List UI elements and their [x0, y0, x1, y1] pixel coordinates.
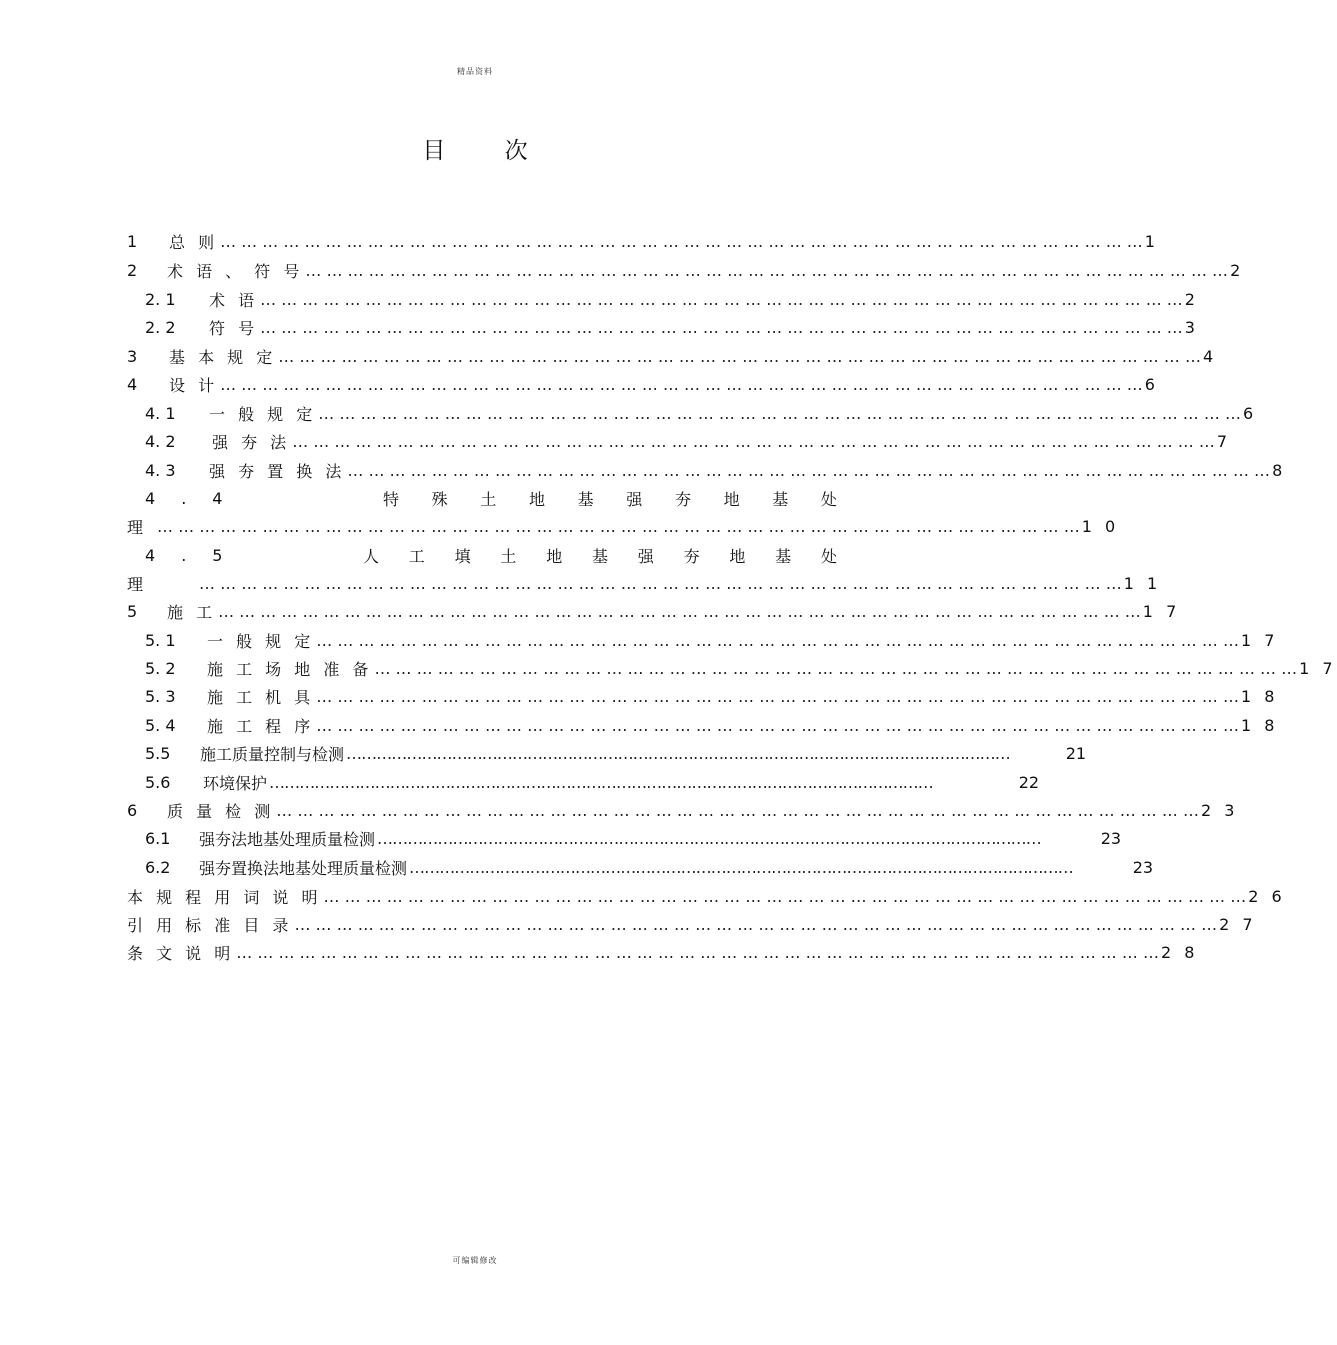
toc-number: 5. 3: [145, 686, 176, 706]
toc-entry-wording[interactable]: [127, 883, 1286, 909]
toc-entry-1[interactable]: [127, 228, 1155, 254]
label-char: 基: [772, 489, 789, 509]
toc-label: 术 语 、 符 号: [167, 261, 304, 281]
toc-number: 4. 1: [145, 403, 176, 423]
toc-label-cont: 理: [127, 574, 144, 594]
label-char: 地: [729, 546, 746, 566]
toc-number: 2. 2: [145, 317, 176, 337]
toc-entry-5[interactable]: [127, 598, 1181, 624]
toc-page: 1 0: [1081, 516, 1120, 536]
toc-leader: … … … … … … … … … … … … … … … … … … … … … … … … … … … … … … … … … … … … … … … … … … … …: [199, 573, 1122, 593]
toc-page: 2 6: [1248, 886, 1286, 906]
toc-label: 强夯置换法地基处理质量检测: [199, 858, 408, 878]
toc-label: 施 工 场 地 准 备: [207, 659, 373, 679]
toc-entry-4-4-cont[interactable]: [127, 513, 1120, 539]
label-char: 地: [528, 489, 545, 509]
label-char: 处: [820, 489, 837, 509]
toc-number: 5: [127, 601, 138, 621]
toc-label: 总 则: [169, 232, 219, 252]
toc-leader: … … … … … … … … … … … … … … … … … … … … … … … … … … … … … … … … … … … … … … … … … … … …: [347, 460, 1271, 480]
toc-number: 4. 2: [145, 431, 176, 451]
toc-page: 2 8: [1160, 942, 1199, 962]
page-title: 目 次: [422, 138, 554, 164]
toc-number-group: [145, 546, 222, 565]
toc-label: 设 计: [169, 375, 219, 395]
toc-label: 施 工 程 序: [207, 716, 315, 736]
label-char: 基: [577, 489, 594, 509]
toc-label: 一 般 规 定: [207, 631, 315, 651]
toc-entry-5-4[interactable]: [145, 712, 1279, 738]
toc-label: 质 量 检 测: [167, 801, 275, 821]
toc-label-cont: 理: [127, 517, 144, 537]
toc-leader: … … … … … … … … … … … … … … … … … … … … … … … … … … … … … … … … … … … … … … … … … … … …: [278, 346, 1201, 366]
toc-label: 施 工 机 具: [207, 687, 315, 707]
toc-entry-4-5[interactable]: [145, 542, 837, 568]
toc-label: [363, 544, 837, 567]
toc-leader: … … … … … … … … … … … … … … … … … … … … … … … … … … … … … … … … … … … … … … … … … … … …: [323, 886, 1247, 906]
toc-leader: … … … … … … … … … … … … … … … … … … … … … … … … … … … … … … … … … … … … … … … … … … … …: [316, 715, 1239, 735]
toc-number: 2. 1: [145, 289, 176, 309]
toc-page: 1 7: [1142, 601, 1181, 621]
toc-label: 施 工: [167, 602, 217, 622]
toc-label: 条 文 说 明: [127, 943, 235, 963]
toc-leader: … … … … … … … … … … … … … … … … … … … … … … … … … … … … … … … … … … … … … … … … … … … …: [260, 289, 1183, 309]
label-char: 工: [408, 546, 425, 566]
toc-label: 强 夯 法: [212, 432, 291, 452]
toc-entry-4[interactable]: [127, 371, 1155, 397]
toc-leader: … … … … … … … … … … … … … … … … … … … … … … … … … … … … … … … … … … … … … … … … … … … …: [269, 772, 931, 792]
toc-page: 23: [1132, 857, 1154, 877]
toc-entry-6[interactable]: [127, 797, 1239, 823]
page-header: 精品资料: [457, 67, 493, 76]
toc-leader: … … … … … … … … … … … … … … … … … … … … … … … … … … … … … … … … … … … … … … … … … … … …: [377, 828, 1039, 848]
toc-leader: … … … … … … … … … … … … … … … … … … … … … … … … … … … … … … … … … … … … … … … … … … … …: [260, 317, 1183, 337]
toc-entry-2-2[interactable]: [145, 314, 1195, 340]
toc-page: 21: [1065, 743, 1087, 763]
toc-entry-4-5-cont[interactable]: [127, 570, 1162, 596]
toc-leader: … … … … … … … … … … … … … … … … … … … … … … … … … … … … … … … … … … … … … … … … … … … …: [346, 743, 1008, 763]
toc-number: 3: [127, 346, 138, 366]
label-char: 地: [723, 489, 740, 509]
toc-entry-5-3[interactable]: [145, 683, 1279, 709]
toc-number: 5. 2: [145, 658, 176, 678]
label-char: 土: [500, 546, 517, 566]
label-char: 特: [383, 489, 400, 509]
toc-number: 5. 4: [145, 715, 176, 735]
toc-leader: … … … … … … … … … … … … … … … … … … … … … … … … … … … … … … … … … … … … … … … … … … … …: [294, 914, 1218, 934]
toc-leader: … … … … … … … … … … … … … … … … … … … … … … … … … … … … … … … … … … … … … … … … … … … …: [374, 658, 1298, 678]
toc-leader: … … … … … … … … … … … … … … … … … … … … … … … … … … … … … … … … … … … … … … … … … … … …: [316, 630, 1239, 650]
toc-label: 强 夯 置 换 法: [209, 461, 346, 481]
toc-entry-2[interactable]: [127, 257, 1241, 283]
toc-entry-3[interactable]: [127, 343, 1214, 369]
toc-page: 2 3: [1200, 800, 1239, 820]
toc-number: 5.6: [145, 772, 171, 792]
toc-page: 22: [1018, 772, 1040, 792]
toc-label: 施工质量控制与检测: [200, 744, 345, 764]
toc-entry-5-1[interactable]: [145, 627, 1279, 653]
toc-label: 基 本 规 定: [169, 347, 277, 367]
toc-number: 5.5: [145, 743, 171, 763]
page-footer: 可编辑修改: [452, 1256, 498, 1265]
toc-label: 环境保护: [203, 773, 268, 793]
toc-number-group: [145, 489, 222, 508]
toc-page: 2: [1230, 260, 1241, 280]
toc-number-sub: 5: [212, 545, 223, 565]
toc-entry-5-5[interactable]: [145, 740, 1087, 766]
toc-page: 1 1: [1123, 573, 1162, 593]
toc-leader: … … … … … … … … … … … … … … … … … … … … … … … … … … … … … … … … … … … … … … … … … … … …: [157, 516, 1080, 536]
toc-entry-4-2[interactable]: [145, 428, 1228, 454]
label-char: 地: [546, 546, 563, 566]
toc-page: 2: [1184, 289, 1195, 309]
toc-leader: … … … … … … … … … … … … … … … … … … … … … … … … … … … … … … … … … … … … … … … … … … … …: [292, 431, 1215, 451]
toc-entry-6-2[interactable]: [145, 854, 1154, 880]
toc-number-dot: .: [181, 488, 187, 508]
toc-number-dot: .: [181, 545, 187, 565]
toc-page: 1 8: [1240, 686, 1279, 706]
label-char: 基: [591, 546, 608, 566]
toc-leader: … … … … … … … … … … … … … … … … … … … … … … … … … … … … … … … … … … … … … … … … … … … …: [316, 686, 1239, 706]
toc-page: 6: [1144, 374, 1155, 394]
toc-page: 1 7: [1299, 658, 1337, 678]
label-char: 人: [363, 546, 380, 566]
label-char: 土: [480, 489, 497, 509]
toc-number: 6: [127, 800, 138, 820]
toc-leader: … … … … … … … … … … … … … … … … … … … … … … … … … … … … … … … … … … … … … … … … … … … …: [409, 857, 1071, 877]
toc-page: 1: [1144, 231, 1155, 251]
toc-leader: … … … … … … … … … … … … … … … … … … … … … … … … … … … … … … … … … … … … … … … … … … … …: [220, 231, 1143, 251]
toc-leader: … … … … … … … … … … … … … … … … … … … … … … … … … … … … … … … … … … … … … … … … … … … …: [236, 942, 1159, 962]
toc-entry-4-3[interactable]: [145, 457, 1283, 483]
toc-entry-references[interactable]: [127, 911, 1257, 937]
toc-entry-5-2[interactable]: [145, 655, 1337, 681]
toc-number-sub: 4: [212, 488, 223, 508]
toc-page: 8: [1272, 460, 1283, 480]
toc-entry-4-1[interactable]: [145, 400, 1254, 426]
toc-leader: … … … … … … … … … … … … … … … … … … … … … … … … … … … … … … … … … … … … … … … … … … … …: [318, 403, 1241, 423]
toc-number: 4. 3: [145, 460, 176, 480]
toc-number: 4: [145, 488, 156, 508]
toc-number: 6.1: [145, 828, 171, 848]
toc-page: 1 7: [1240, 630, 1279, 650]
toc-entry-explanation[interactable]: [127, 939, 1199, 965]
toc-label: 引 用 标 准 目 录: [127, 915, 293, 935]
toc-page: 23: [1100, 828, 1122, 848]
toc-entry-6-1[interactable]: [145, 825, 1122, 851]
toc-page: 6: [1242, 403, 1254, 423]
toc-label: 术 语: [209, 290, 259, 310]
toc-page: 3: [1184, 317, 1195, 337]
toc-label: 符 号: [209, 318, 259, 338]
toc-number: 4: [145, 545, 156, 565]
toc-label: 强夯法地基处理质量检测: [199, 829, 376, 849]
toc-number: 5. 1: [145, 630, 176, 650]
toc-label: [383, 487, 837, 510]
toc-page: 4: [1202, 346, 1214, 366]
label-char: 填: [454, 546, 471, 566]
toc-page: 2 7: [1219, 914, 1257, 934]
label-char: 强: [626, 489, 643, 509]
label-char: 处: [820, 546, 837, 566]
toc-leader: … … … … … … … … … … … … … … … … … … … … … … … … … … … … … … … … … … … … … … … … … … … …: [305, 260, 1229, 280]
toc-leader: … … … … … … … … … … … … … … … … … … … … … … … … … … … … … … … … … … … … … … … … … … … …: [276, 800, 1199, 820]
toc-entry-2-1[interactable]: [145, 286, 1195, 312]
toc-number: 2: [127, 260, 138, 280]
label-char: 殊: [431, 489, 448, 509]
toc-entry-4-4[interactable]: [145, 485, 837, 511]
toc-number: 4: [127, 374, 138, 394]
toc-page: 7: [1216, 431, 1228, 451]
label-char: 夯: [674, 489, 691, 509]
toc-label: 一 般 规 定: [209, 404, 317, 424]
toc-leader: … … … … … … … … … … … … … … … … … … … … … … … … … … … … … … … … … … … … … … … … … … … …: [218, 601, 1141, 621]
toc-entry-5-6[interactable]: [145, 769, 1040, 795]
toc-page: 1 8: [1240, 715, 1279, 735]
toc-number: 1: [127, 231, 138, 251]
toc-label: 本 规 程 用 词 说 明: [127, 887, 322, 907]
label-char: 强: [637, 546, 654, 566]
toc-leader: … … … … … … … … … … … … … … … … … … … … … … … … … … … … … … … … … … … … … … … … … … … …: [220, 374, 1143, 394]
toc-number: 6.2: [145, 857, 171, 877]
label-char: 基: [775, 546, 792, 566]
label-char: 夯: [683, 546, 700, 566]
